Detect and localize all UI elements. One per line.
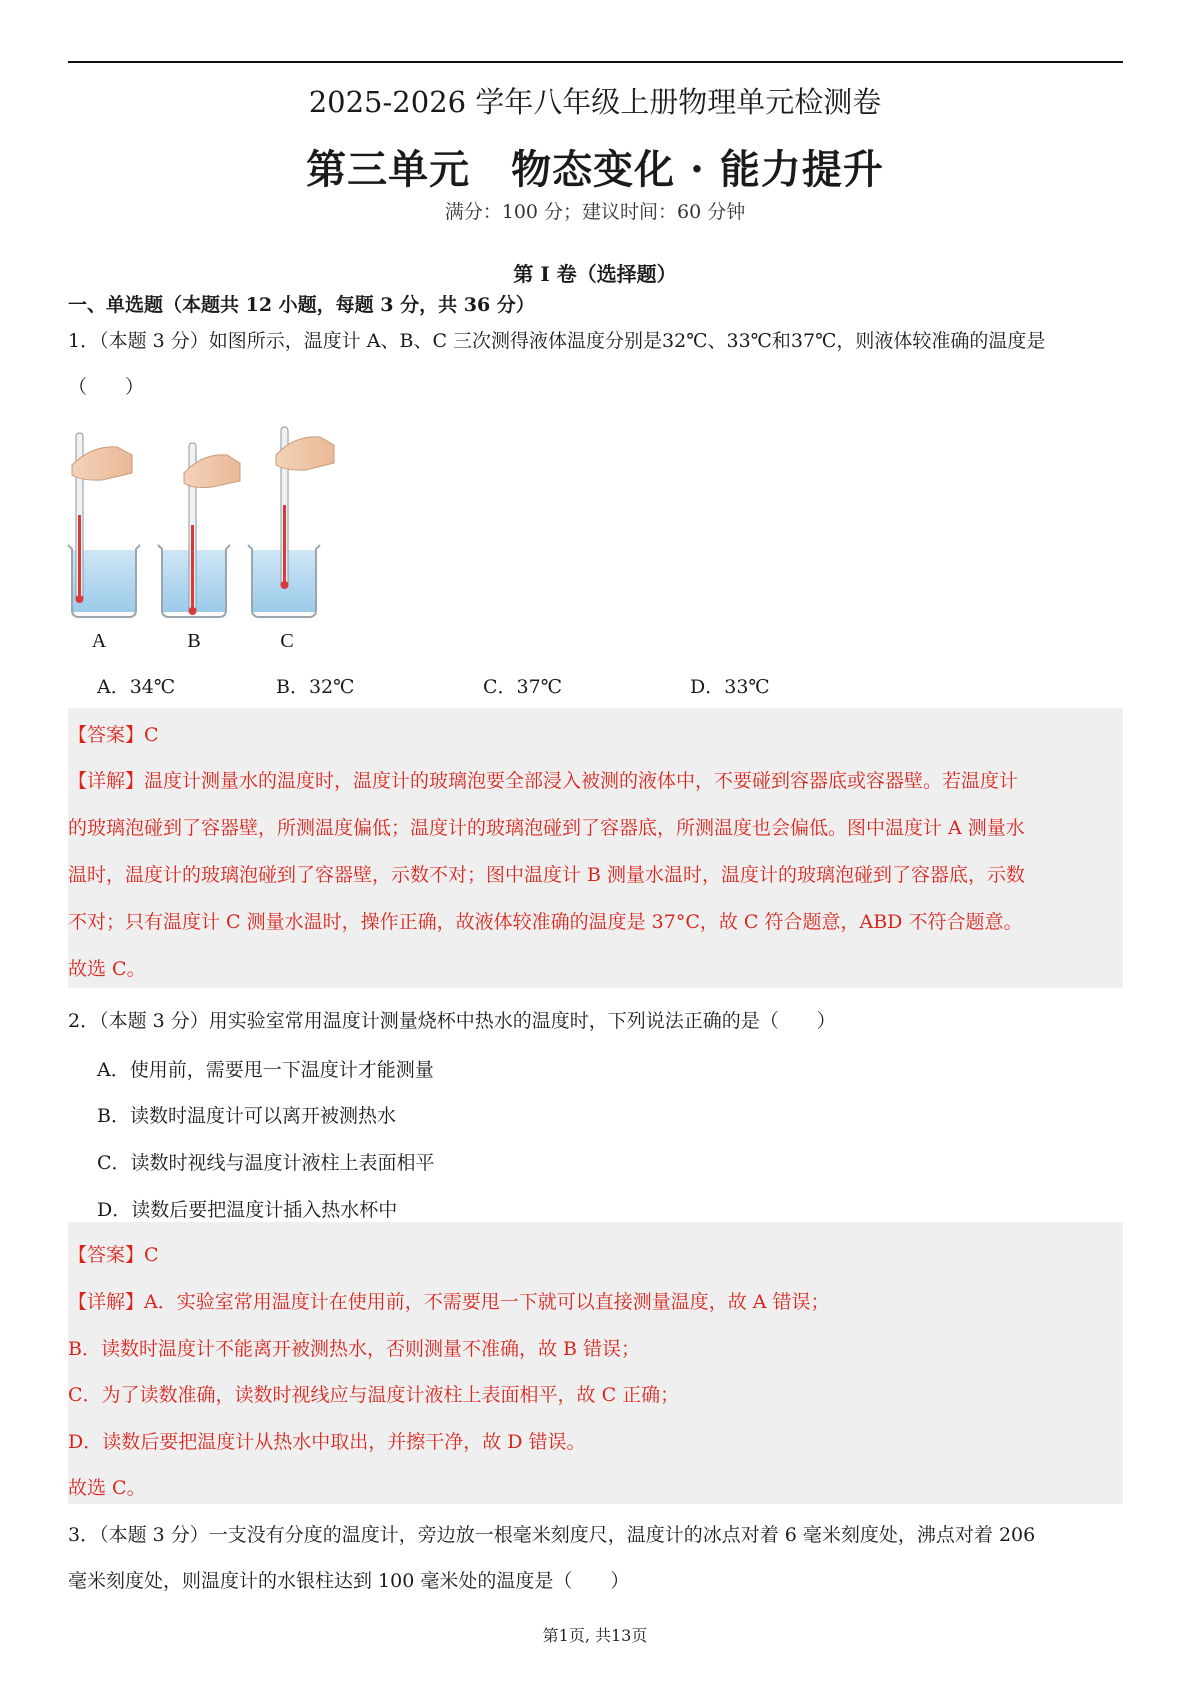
q1-option-b[interactable]: B．32℃ bbox=[276, 676, 355, 698]
exam-title: 2025-2026 学年八年级上册物理单元检测卷 bbox=[308, 85, 882, 119]
q2-stem: 2．（本题 3 分）用实验室常用温度计测量烧杯中热水的温度时，下列说法正确的是（ ） bbox=[68, 1010, 836, 1032]
q1-answer-tag: 【答案】 bbox=[68, 724, 145, 746]
q2-option-a[interactable]: A．使用前，需要甩一下温度计才能测量 bbox=[97, 1059, 434, 1081]
part-title: 第 I 卷（选择题） bbox=[513, 262, 677, 286]
page-footer: 第1页, 共13页 bbox=[542, 1626, 648, 1645]
q2-detail-tag: 【详解】 bbox=[68, 1291, 145, 1313]
q2-answer bbox=[68, 1240, 1123, 1267]
q1-option-c[interactable]: C．37℃ bbox=[483, 676, 562, 698]
q1-stem-line2: （ ） bbox=[68, 376, 145, 398]
q1-answer bbox=[68, 720, 1123, 747]
q2-option-d[interactable]: D．读数后要把温度计插入热水杯中 bbox=[97, 1199, 398, 1221]
q1-detail-line5: 故选 C。 bbox=[68, 958, 146, 980]
figure-label-a: A bbox=[91, 630, 107, 652]
figure-label-b: B bbox=[187, 630, 201, 652]
q3-stem-line2: 毫米刻度处，则温度计的水银柱达到 100 毫米处的温度是（ ） bbox=[68, 1570, 630, 1592]
q1-answer-value: C bbox=[144, 724, 159, 746]
q2-detail-line4: D．读数后要把温度计从热水中取出，并擦干净，故 D 错误。 bbox=[68, 1431, 586, 1453]
q2-detail-line2: B．读数时温度计不能离开被测热水，否则测量不准确，故 B 错误； bbox=[68, 1338, 641, 1360]
q1-detail-line4: 不对；只有温度计 C 测量水温时，操作正确，故液体较准确的温度是 37°C，故 C 符合题意，ABD 不符合题意。 bbox=[68, 911, 1023, 933]
unit-title: 第三单元 物态变化 · 能力提升 bbox=[306, 146, 884, 193]
exam-subtitle: 满分：100 分；建议时间：60 分钟 bbox=[444, 201, 746, 223]
q2-answer-box bbox=[68, 1222, 1123, 1504]
q2-answer-tag: 【答案】 bbox=[68, 1244, 145, 1266]
q1-detail-line2: 的玻璃泡碰到了容器壁，所测温度偏低；温度计的玻璃泡碰到了容器底，所测温度也会偏低。图中温度计 A 测量水 bbox=[68, 817, 1025, 839]
q2-detail-line3: C．为了读数准确，读数时视线应与温度计液柱上表面相平，故 C 正确； bbox=[68, 1384, 680, 1406]
q2-detail-line1: 【详解】A．实验室常用温度计在使用前，不需要甩一下就可以直接测量温度，故 A 错误； bbox=[68, 1291, 830, 1313]
figure-label-c: C bbox=[280, 630, 294, 652]
section-heading: 一、单选题（本题共 12 小题，每题 3 分，共 36 分） bbox=[68, 294, 535, 316]
q2-answer-value: C bbox=[144, 1244, 159, 1266]
q1-answer-box bbox=[68, 708, 1123, 988]
q2-option-b[interactable]: B．读数时温度计可以离开被测热水 bbox=[97, 1105, 396, 1127]
q1-option-a[interactable]: A．34℃ bbox=[97, 676, 176, 698]
q2-option-c[interactable]: C．读数时视线与温度计液柱上表面相平 bbox=[97, 1152, 435, 1174]
q1-stem-line1: 1．（本题 3 分）如图所示，温度计 A、B、C 三次测得液体温度分别是32℃、33℃和37℃，则液体较准确的温度是 bbox=[68, 330, 1046, 352]
q1-detail-line1: 【详解】温度计测量水的温度时，温度计的玻璃泡要全部浸入被测的液体中，不要碰到容器底或容器壁。若温度计 bbox=[68, 770, 1019, 792]
header-rule bbox=[68, 61, 1123, 63]
q3-stem-line1: 3．（本题 3 分）一支没有分度的温度计，旁边放一根毫米刻度尺，温度计的冰点对着 6 毫米刻度处，沸点对着 206 bbox=[68, 1524, 1036, 1546]
thermometer-beakers-figure bbox=[62, 425, 362, 655]
q1-option-d[interactable]: D．33℃ bbox=[690, 676, 770, 698]
q2-detail-line5: 故选 C。 bbox=[68, 1477, 146, 1499]
q1-detail-tag: 【详解】 bbox=[68, 770, 145, 792]
q1-detail-line3: 温时，温度计的玻璃泡碰到了容器壁，示数不对；图中温度计 B 测量水温时，温度计的玻璃泡碰到了容器底，示数 bbox=[68, 864, 1026, 886]
